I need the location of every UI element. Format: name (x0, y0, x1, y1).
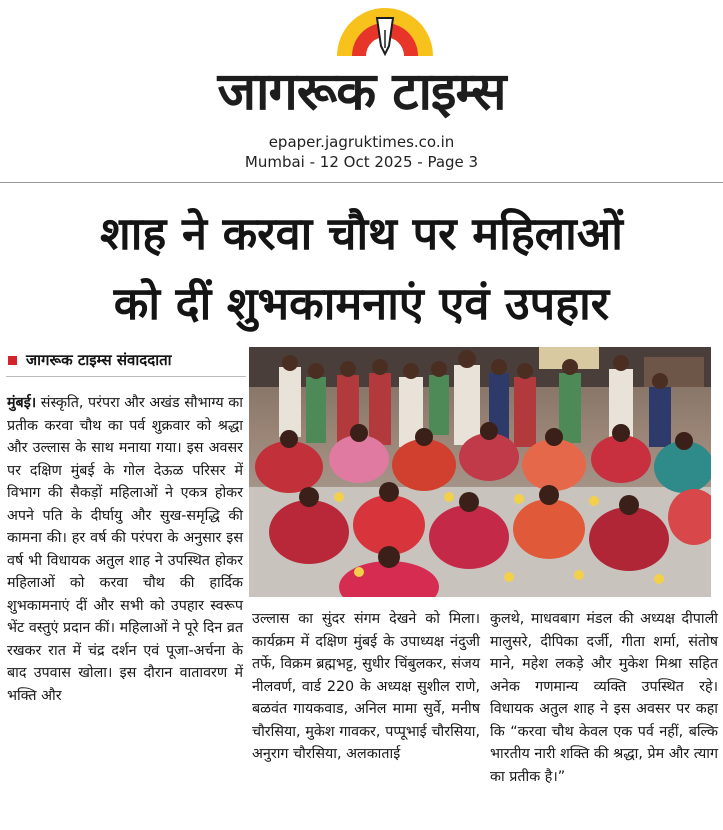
column-1-text: संस्कृति, परंपरा और अखंड सौभाग्य का प्रतीक करवा चौथ का पर्व शुक्रवार को श्रद्धा और उल्लास के साथ मनाया गया। इस अवसर पर दक्षिण मुंबई के गोल देऊळ परिसर में विभाग की सैकड़ों महिलाओं ने एकत्र होकर अपने पति के दीर्घायु और सुख-समृद्धि की कामना की। हर वर्ष की परंपरा के अनुसार इस वर्ष भी विधायक अतुल शाह ने उपस्थित होकर महिलाओं को करवा चौथ की हार्दिक शुभकामनाएं दीं और सभी को उपहार स्वरूप भेंट वस्तुएं प्रदान कीं। महिलाओं ने पूरे दिन व्रत रखकर रात में चंद्र दर्शन एवं पूजा-अर्चना के बाद उपवास खोला। इस दौरान वातावरण में भक्ति और (7, 395, 243, 704)
edition-info: Mumbai - 12 Oct 2025 - Page 3 (244, 153, 479, 171)
headline-line-2: को दीं शुभकामनाएं एवं उपहार (113, 277, 610, 330)
byline (8, 348, 172, 372)
byline-text: जागरूक टाइम्स संवाददाता (26, 351, 172, 369)
masthead-title: जागरूक टाइम्स (217, 62, 506, 122)
women-celebration-photo-icon (249, 347, 711, 597)
article-column-1 (7, 392, 243, 707)
article-column-2: उल्लास का सुंदर संगम देखने को मिला। कार्यक्रम में दक्षिण मुंबई के उपाध्यक्ष नंदुजी तर्फे, विक्रम ब्रह्मभट्ट, सुधीर चिंबुलकर, संजय नीलवर्ण, वार्ड 220 के अध्यक्ष सुशील राणे, बळवंत गायकवाड, अनिल मामा सुर्वे, मनीष चौरसिया, मुकेश गावकर, पप्पूभाई चौरसिया, अनुराग चौरसिया, अलकाताई (252, 611, 480, 762)
event-photo (249, 347, 711, 597)
dateline: मुंबई। (7, 395, 37, 411)
article-column-3: कुलथे, माधवबाग मंडल की अध्यक्ष दीपाली मालुसरे, दीपिका दर्जी, गीता शर्मा, संतोष माने, महेश लकड़े और मुकेश मिश्रा सहित अनेक गणमान्य व्यक्ति उपस्थित रहे। विधायक अतुल शाह ने इस अवसर पर कहा कि “करवा चौथ केवल एक पर्व नहीं, बल्कि भारतीय नारी शक्ति की श्रद्धा, प्रेम और त्याग का प्रतीक है।” (490, 611, 718, 785)
byline-divider (6, 376, 246, 377)
masthead-divider (0, 182, 723, 183)
masthead-logo (0, 8, 723, 120)
headline-line-1: शाह ने करवा चौथ पर महिलाओं (100, 207, 623, 260)
byline-marker-icon (8, 356, 17, 365)
epaper-url: epaper.jagruktimes.co.in (268, 133, 455, 151)
